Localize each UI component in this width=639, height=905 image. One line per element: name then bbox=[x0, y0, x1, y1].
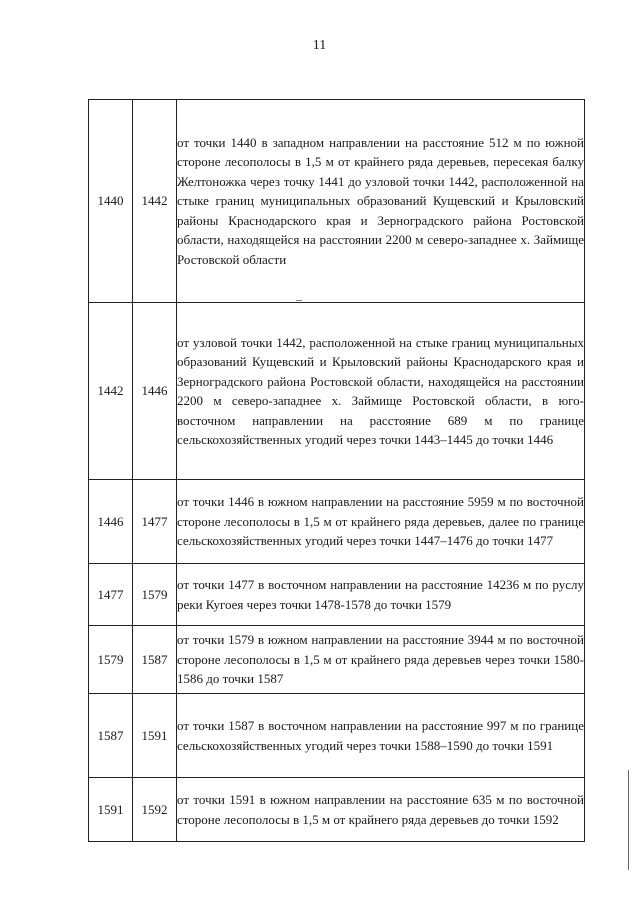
to-point-cell: 1446 bbox=[133, 303, 177, 480]
table-row bbox=[89, 778, 585, 842]
from-point-cell: 1477 bbox=[89, 564, 133, 626]
description-cell: от точки 1591 в южном направлении на расстояние 635 м по восточной стороне лесополосы в 1,5 м от крайнего ряда деревьев до точки 1592 bbox=[177, 778, 585, 842]
from-point-cell: 1591 bbox=[89, 778, 133, 842]
from-point-cell: 1587 bbox=[89, 694, 133, 778]
table-row bbox=[89, 694, 585, 778]
to-point-cell: 1477 bbox=[133, 480, 177, 564]
from-point-cell: 1442 bbox=[89, 303, 133, 480]
table-row bbox=[89, 626, 585, 694]
page-number: 11 bbox=[312, 38, 327, 53]
table-row bbox=[89, 303, 585, 480]
description-cell: от узловой точки 1442, расположенной на стыке границ муниципальных образований Кущевский и Крыловский районы Краснодарского края и Зерноградского района Ростовской области, находящейся на расстоянии 2200 м северо-западнее х. Займище Ростовской области, в юго-восточном направлении на расстояние 689 м по границе сельскохозяйственных угодий через точки 1443–1445 до точки 1446 bbox=[177, 303, 585, 480]
boundary-description-table bbox=[88, 99, 585, 842]
table-row bbox=[89, 564, 585, 626]
from-point-cell: 1446 bbox=[89, 480, 133, 564]
to-point-cell: 1587 bbox=[133, 626, 177, 694]
description-cell: от точки 1477 в восточном направлении на расстояние 14236 м по руслу реки Кугоея через точки 1478-1578 до точки 1579 bbox=[177, 564, 585, 626]
scan-smudge bbox=[296, 300, 302, 301]
description-cell: от точки 1587 в восточном направлении на расстояние 997 м по границе сельскохозяйственных угодий через точки 1588–1590 до точки 1591 bbox=[177, 694, 585, 778]
table-row bbox=[89, 480, 585, 564]
to-point-cell: 1592 bbox=[133, 778, 177, 842]
from-point-cell: 1440 bbox=[89, 100, 133, 303]
to-point-cell: 1591 bbox=[133, 694, 177, 778]
to-point-cell: 1442 bbox=[133, 100, 177, 303]
table-row bbox=[89, 100, 585, 303]
description-cell: от точки 1440 в западном направлении на расстояние 512 м по южной стороне лесополосы в 1,5 м от крайнего ряда деревьев, пересекая балку Желтоножка через точку 1441 до узловой точки 1442, расположенной на стыке границ муниципальных образований Кущевский и Крыловский районы Краснодарского края и Зерноградского района Ростовской области, находящейся на расстоянии 2200 м северо-западнее х. Займище Ростовской области bbox=[177, 100, 585, 303]
description-cell: от точки 1446 в южном направлении на расстояние 5959 м по восточной стороне лесополосы в 1,5 м от крайнего ряда деревьев, далее по границе сельскохозяйственных угодий через точки 1447–1476 до точки 1477 bbox=[177, 480, 585, 564]
description-cell: от точки 1579 в южном направлении на расстояние 3944 м по восточной стороне лесополосы в 1,5 м от крайнего ряда деревьев через точки 1580-1586 до точки 1587 bbox=[177, 626, 585, 694]
from-point-cell: 1579 bbox=[89, 626, 133, 694]
to-point-cell: 1579 bbox=[133, 564, 177, 626]
scan-edge-mark bbox=[628, 770, 629, 870]
